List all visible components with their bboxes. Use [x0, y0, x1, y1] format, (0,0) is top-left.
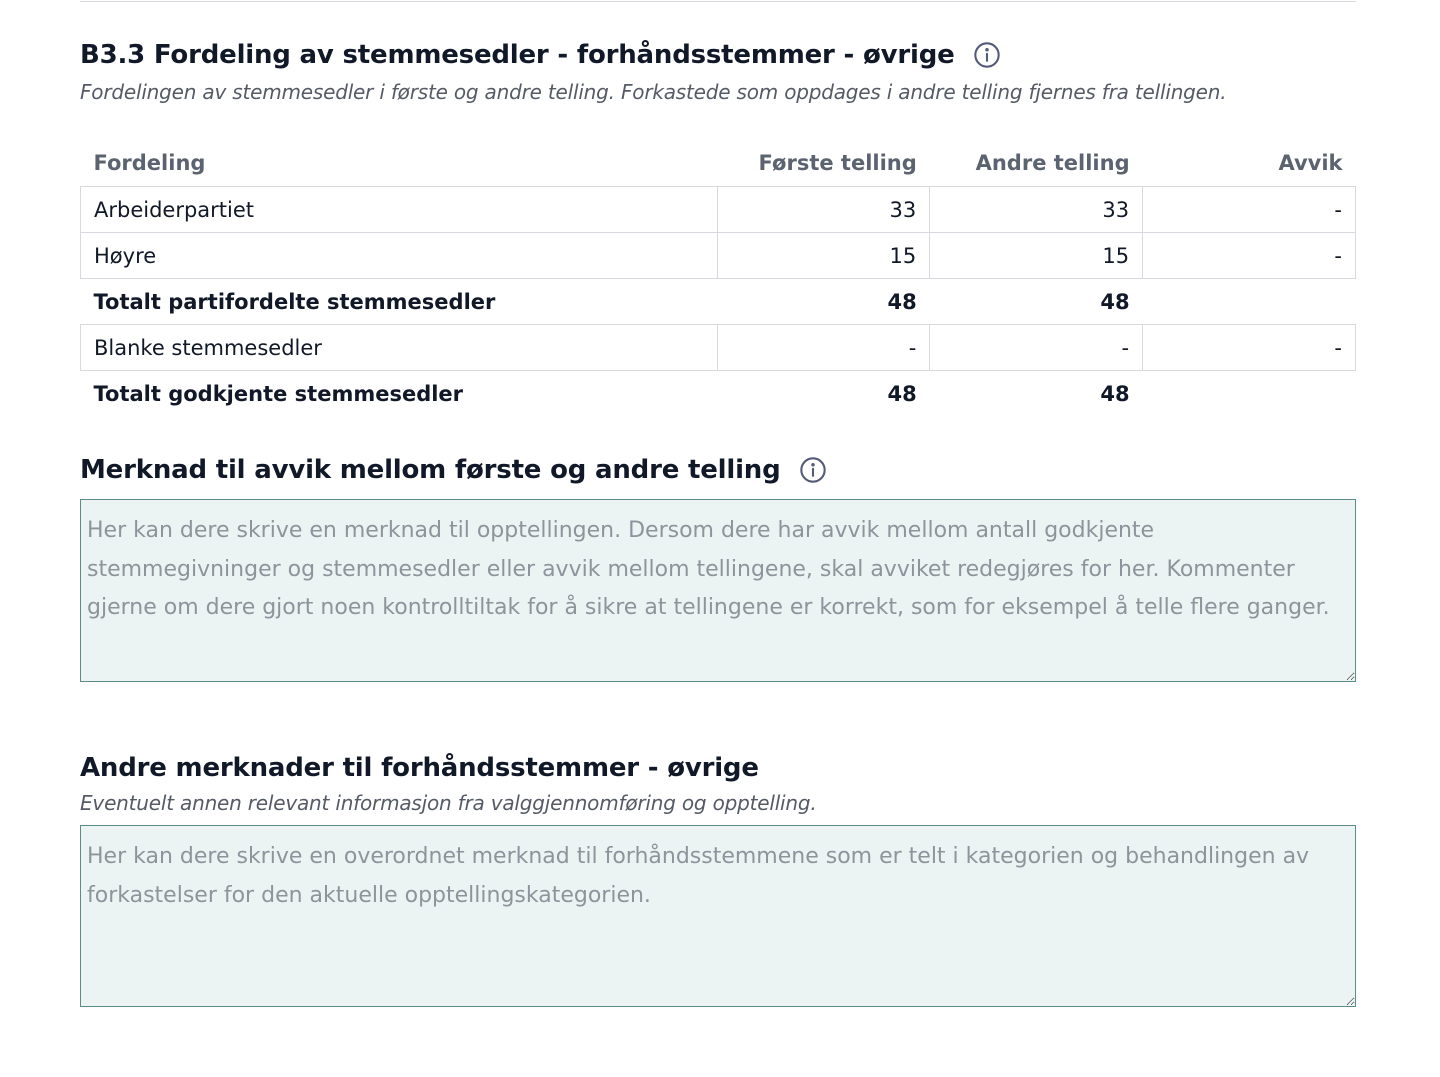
deviation-cell: -: [1143, 187, 1356, 233]
deviation-note-header: [80, 453, 1356, 487]
total-deviation-cell: [1143, 279, 1356, 325]
deviation-note-title: Merknad til avvik mellom første og andre telling: [80, 455, 781, 485]
total-row-label: Totalt partifordelte stemmesedler: [93, 289, 496, 314]
table-total-row: [81, 371, 1356, 417]
total-second-count-cell: 48: [1100, 381, 1130, 406]
second-count-cell: 15: [930, 233, 1143, 279]
total-first-count-cell: 48: [887, 289, 917, 314]
second-count-cell: 33: [930, 187, 1143, 233]
row-label: Høyre: [81, 233, 718, 279]
distribution-table: [80, 140, 1356, 416]
total-row-label: Totalt godkjente stemmesedler: [93, 381, 464, 406]
column-header-avvik: Avvik: [1278, 151, 1343, 175]
row-label: Blanke stemmesedler: [81, 325, 718, 371]
deviation-note-section: [80, 453, 1356, 682]
distribution-section: [80, 38, 1356, 106]
info-circle-icon[interactable]: [973, 41, 1001, 69]
table-total-row: [81, 279, 1356, 325]
total-first-count-cell: 48: [887, 381, 917, 406]
first-count-cell: -: [718, 325, 930, 371]
info-circle-icon[interactable]: [799, 456, 827, 484]
table-row: [81, 233, 1356, 279]
distribution-description: Fordelingen av stemmesedler i første og andre telling. Forkastede som oppdages i andre telling fjernes fra tellingen.: [80, 80, 1227, 104]
column-header-fordeling: Fordeling: [93, 151, 206, 175]
top-divider: [80, 1, 1356, 2]
other-notes-section: [80, 751, 1356, 1007]
first-count-cell: 33: [718, 187, 930, 233]
table-row: [81, 325, 1356, 371]
second-count-cell: -: [930, 325, 1143, 371]
deviation-cell: -: [1143, 325, 1356, 371]
row-label: Arbeiderpartiet: [81, 187, 718, 233]
other-notes-title: Andre merknader til forhåndsstemmer - øvrige: [80, 753, 759, 783]
table-row: [81, 187, 1356, 233]
other-notes-description: Eventuelt annen relevant informasjon fra valggjennomføring og opptelling.: [80, 791, 817, 815]
first-count-cell: 15: [718, 233, 930, 279]
total-second-count-cell: 48: [1100, 289, 1130, 314]
total-deviation-cell: [1143, 371, 1356, 417]
other-notes-textarea[interactable]: [80, 825, 1356, 1007]
deviation-note-textarea[interactable]: [80, 499, 1356, 682]
column-header-andre-telling: Andre telling: [975, 151, 1130, 175]
distribution-title: B3.3 Fordeling av stemmesedler - forhåndsstemmer - øvrige: [80, 40, 955, 70]
deviation-cell: -: [1143, 233, 1356, 279]
table-header-row: [81, 140, 1356, 187]
column-header-forste-telling: Første telling: [758, 151, 917, 175]
distribution-header: [80, 38, 1356, 72]
